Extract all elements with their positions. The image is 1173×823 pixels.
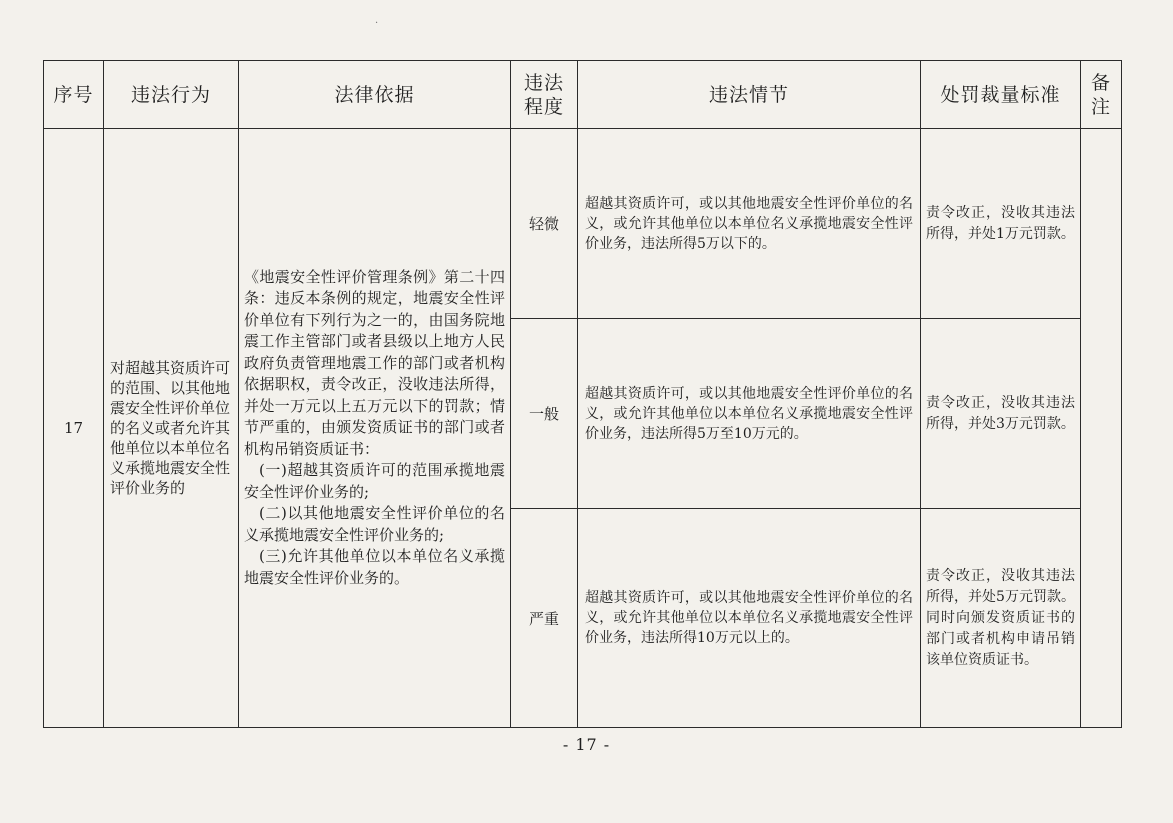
- degree-serious: 严重: [511, 509, 578, 728]
- scan-artifact: ·: [375, 18, 379, 29]
- header-note: 备 注: [1081, 61, 1122, 129]
- page-number: - 17 -: [562, 735, 611, 754]
- law-main-text: 《地震安全性评价管理条例》第二十四条：违反本条例的规定，地震安全性评价单位有下列行为之一的，由国务院地震工作主管部门或者县级以上地方人民政府负责管理地震工作的部门或者机构依据职权，责令改正，没收违法所得，并处一万元以上五万元以下的罚款；情节严重的，由颁发资质证书的部门或者机构吊销资质证书：: [244, 267, 505, 458]
- law-item-1: (一)超越其资质许可的范围承揽地震安全性评价业务的;: [244, 461, 505, 501]
- circumstance-minor: 超越其资质许可，或以其他地震安全性评价单位的名义，或允许其他单位以本单位名义承揽地震安全性评价业务，违法所得5万以下的。: [578, 129, 921, 319]
- row-note: [1081, 129, 1122, 728]
- table-header-row: [44, 61, 1122, 129]
- header-circumstance: 违法情节: [578, 61, 921, 129]
- law-item-2: (二)以其他地震安全性评价单位的名义承揽地震安全性评价业务的;: [244, 504, 505, 544]
- header-degree: 违法 程度: [511, 61, 578, 129]
- law-item-3: (三)允许其他单位以本单位名义承揽地震安全性评价业务的。: [244, 547, 505, 587]
- row-act: 对超越其资质许可的范围、以其他地震安全性评价单位的名义或者允许其他单位以本单位名义承揽地震安全性评价业务的: [104, 129, 239, 728]
- degree-minor: 轻微: [511, 129, 578, 319]
- table-row: [44, 129, 1122, 319]
- standard-general: 责令改正，没收其违法所得，并处3万元罚款。: [921, 319, 1081, 509]
- standard-minor: 责令改正，没收其违法所得，并处1万元罚款。: [921, 129, 1081, 319]
- header-seq: 序号: [44, 61, 104, 129]
- row-law: [239, 129, 511, 728]
- circumstance-general: 超越其资质许可，或以其他地震安全性评价单位的名义，或允许其他单位以本单位名义承揽地震安全性评价业务，违法所得5万至10万元的。: [578, 319, 921, 509]
- header-standard: 处罚裁量标准: [921, 61, 1081, 129]
- circumstance-serious: 超越其资质许可，或以其他地震安全性评价单位的名义，或允许其他单位以本单位名义承揽地震安全性评价业务，违法所得10万元以上的。: [578, 509, 921, 728]
- header-law: 法律依据: [239, 61, 511, 129]
- degree-general: 一般: [511, 319, 578, 509]
- standard-serious: 责令改正，没收其违法所得，并处5万元罚款。同时向颁发资质证书的部门或者机构申请吊销该单位资质证书。: [921, 509, 1081, 728]
- header-act: 违法行为: [104, 61, 239, 129]
- row-seq: 17: [44, 129, 104, 728]
- penalty-table: [43, 60, 1122, 728]
